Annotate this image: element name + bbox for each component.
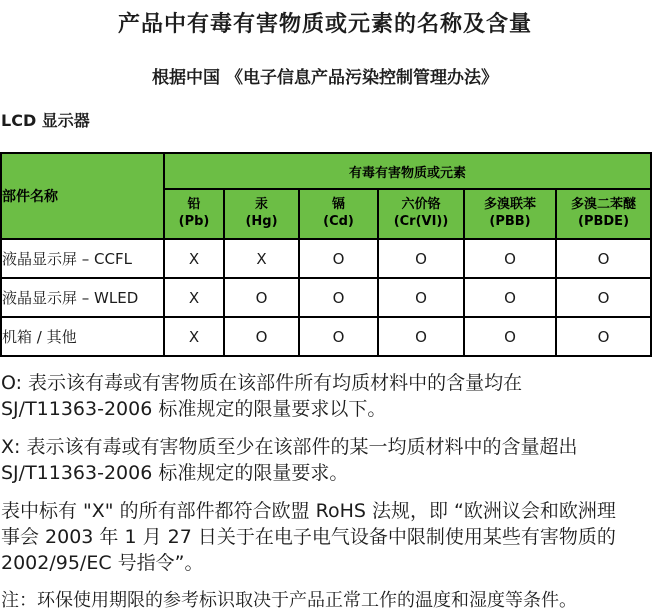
value-cell: X — [164, 278, 224, 317]
substance-name: 多溴联苯 — [483, 197, 536, 213]
substance-symbol: (Cd) — [323, 214, 354, 229]
note-line: 表中标有 "X" 的所有部件都符合欧盟 RoHS 法规，即 “欧洲议会和欧洲理 — [1, 500, 616, 522]
value-cell: O — [556, 239, 651, 278]
part-name-cell: 机箱 / 其他 — [1, 317, 164, 356]
substance-header-lead — [164, 189, 224, 239]
note-o-definition — [1, 370, 650, 422]
substances-group-header: 有毒有害物质或元素 — [164, 153, 651, 189]
note-line: SJ/T11363-2006 标准规定的限量要求以下。 — [1, 398, 387, 420]
substance-name: 汞 — [254, 197, 268, 213]
table-header-row-group — [1, 153, 651, 189]
value-cell: O — [464, 278, 556, 317]
table-row — [1, 317, 651, 356]
value-cell: O — [378, 317, 464, 356]
notes-section — [0, 370, 650, 614]
substance-name: 六价铬 — [401, 197, 441, 213]
note-line: SJ/T11363-2006 标准规定的限量要求。 — [1, 462, 349, 484]
note-line: 2002/95/EC 号指令”。 — [1, 552, 204, 574]
value-cell: O — [224, 317, 299, 356]
value-cell: X — [224, 239, 299, 278]
value-cell: O — [299, 239, 378, 278]
value-cell: O — [556, 317, 651, 356]
value-cell: O — [378, 278, 464, 317]
hazardous-substances-table — [0, 152, 652, 357]
value-cell: O — [299, 317, 378, 356]
value-cell: O — [464, 317, 556, 356]
substance-header-cadmium — [299, 189, 378, 239]
value-cell: X — [164, 317, 224, 356]
substance-symbol: (Cr(VI)) — [393, 214, 449, 229]
substance-name: 镉 — [331, 197, 345, 213]
page-subtitle: 根据中国 《电子信息产品污染控制管理办法》 — [152, 68, 498, 88]
document-page — [0, 7, 650, 611]
part-name-cell: 液晶显示屏 – CCFL — [1, 239, 164, 278]
value-cell: O — [556, 278, 651, 317]
part-name-cell: 液晶显示屏 – WLED — [1, 278, 164, 317]
value-cell: O — [378, 239, 464, 278]
substance-header-pbb — [464, 189, 556, 239]
substance-header-mercury — [224, 189, 299, 239]
epup-note: 注：环保使用期限的参考标识取决于产品正常工作的温度和湿度等条件。 — [1, 590, 577, 611]
table-row — [1, 278, 651, 317]
page-title: 产品中有毒有害物质或元素的名称及含量 — [117, 12, 532, 37]
value-cell: O — [299, 278, 378, 317]
note-x-definition — [1, 434, 650, 486]
substance-symbol: (PBDE) — [578, 214, 630, 229]
note-line: X: 表示该有毒或有害物质至少在该部件的某一均质材料中的含量超出 — [1, 436, 578, 458]
substance-name: 铅 — [187, 197, 201, 213]
rohs-statement — [1, 498, 650, 576]
value-cell: O — [224, 278, 299, 317]
part-name-column-header: 部件名称 — [1, 153, 164, 239]
substance-header-pbde — [556, 189, 651, 239]
value-cell: X — [164, 239, 224, 278]
value-cell: O — [464, 239, 556, 278]
note-line: O: 表示该有毒或有害物质在该部件所有均质材料中的含量均在 — [1, 372, 523, 394]
substance-symbol: (PBB) — [489, 214, 531, 229]
substance-symbol: (Pb) — [178, 214, 210, 229]
note-line: 事会 2003 年 1 月 27 日关于在电子电气设备中限制使用某些有害物质的 — [1, 526, 616, 548]
table-row — [1, 239, 651, 278]
substance-header-chromium — [378, 189, 464, 239]
substance-symbol: (Hg) — [245, 214, 278, 229]
section-heading-lcd: LCD 显示器 — [1, 111, 90, 130]
substance-name: 多溴二苯醚 — [571, 197, 637, 213]
